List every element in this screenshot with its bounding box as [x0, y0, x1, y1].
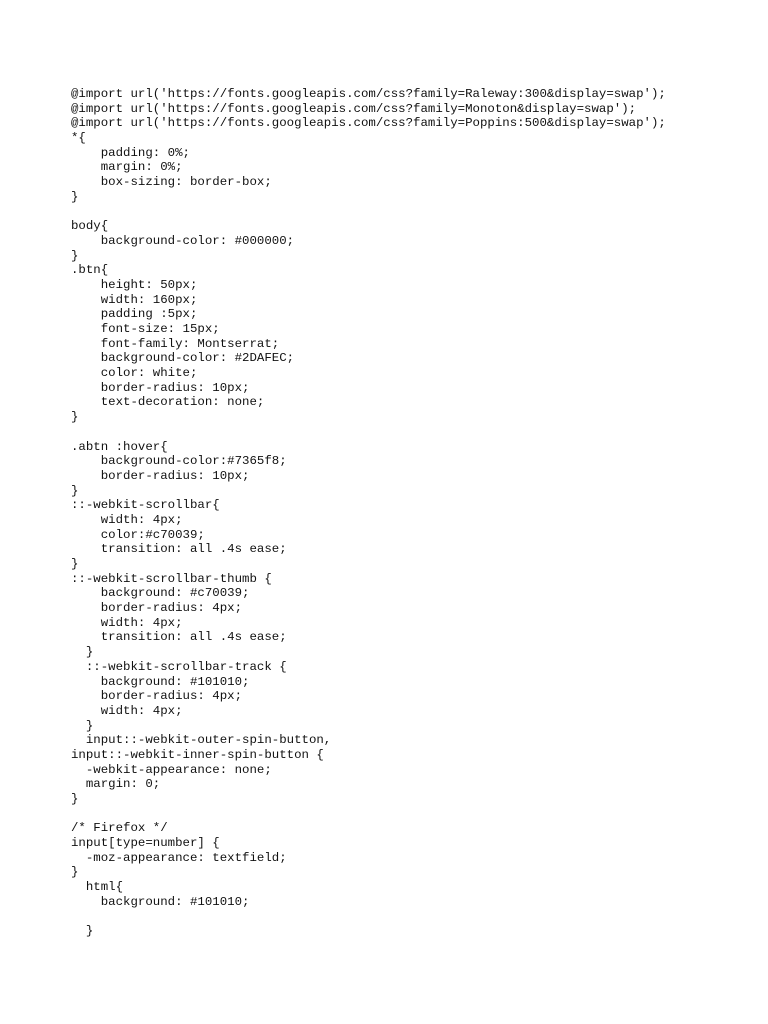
code-line: input[type=number] { — [71, 836, 220, 851]
code-line — [71, 807, 751, 822]
code-line: body{ — [71, 219, 109, 234]
code-line: transition: all .4s ease; — [71, 542, 287, 557]
code-line: } — [71, 557, 79, 571]
code-line: background: #c70039; — [71, 586, 250, 601]
code-line: color:#c70039; — [71, 527, 205, 542]
code-line: border-radius: 10px; — [71, 380, 250, 395]
code-line: html{ — [71, 880, 124, 895]
code-line — [71, 205, 751, 220]
code-line: ::-webkit-scrollbar-track { — [71, 659, 287, 674]
code-line: border-radius: 4px; — [71, 689, 243, 704]
code-line: } — [71, 645, 94, 660]
code-line: transition: all .4s ease; — [71, 630, 287, 645]
code-line: *{ — [71, 131, 86, 146]
code-line: text-decoration: none; — [71, 395, 265, 410]
code-line: } — [71, 865, 79, 880]
code-line — [71, 910, 751, 925]
code-line: .btn{ — [71, 263, 109, 278]
code-line: input::-webkit-outer-spin-button, — [71, 733, 332, 748]
code-block — [71, 87, 751, 939]
code-line: @import url('https://fonts.googleapis.com/css?family=Raleway:300&display=swap'); — [71, 87, 666, 101]
code-line: width: 4px; — [71, 703, 183, 718]
code-line: } — [71, 189, 79, 204]
code-line: padding: 0%; — [71, 145, 190, 160]
code-line: -moz-appearance: textfield; — [71, 850, 287, 865]
code-line: -webkit-appearance: none; — [71, 762, 272, 777]
code-line: input::-webkit-inner-spin-button { — [71, 747, 324, 762]
code-line: color: white; — [71, 366, 198, 381]
code-line: font-family: Montserrat; — [71, 336, 280, 351]
code-line: height: 50px; — [71, 277, 198, 292]
code-line: background: #101010; — [71, 894, 250, 909]
code-line: width: 4px; — [71, 615, 183, 630]
code-line: @import url('https://fonts.googleapis.com/css?family=Monoton&display=swap'); — [71, 101, 637, 116]
code-line: @import url('https://fonts.googleapis.com/css?family=Poppins:500&display=swap'); — [71, 116, 666, 131]
code-line: width: 4px; — [71, 512, 183, 527]
code-line: /* Firefox */ — [71, 821, 168, 836]
code-line: } — [71, 410, 79, 425]
code-line: font-size: 15px; — [71, 322, 220, 336]
code-line: background-color:#7365f8; — [71, 454, 287, 469]
code-line: border-radius: 10px; — [71, 468, 250, 483]
code-line: border-radius: 4px; — [71, 601, 243, 616]
code-line: } — [71, 792, 79, 806]
code-line: background-color: #000000; — [71, 233, 295, 248]
code-line: } — [71, 248, 79, 263]
code-line: background-color: #2DAFEC; — [71, 351, 295, 366]
code-line: margin: 0%; — [71, 160, 183, 175]
code-line: } — [71, 483, 79, 498]
code-line: padding :5px; — [71, 307, 198, 322]
code-line: background: #101010; — [71, 674, 250, 689]
code-line: box-sizing: border-box; — [71, 175, 272, 190]
code-line: width: 160px; — [71, 292, 198, 307]
code-line — [71, 425, 751, 440]
code-line: ::-webkit-scrollbar{ — [71, 498, 220, 513]
code-line: margin: 0; — [71, 777, 161, 792]
code-line: } — [71, 924, 94, 939]
code-line: } — [71, 718, 94, 733]
code-line: .abtn :hover{ — [71, 439, 168, 454]
code-line: ::-webkit-scrollbar-thumb { — [71, 571, 272, 586]
